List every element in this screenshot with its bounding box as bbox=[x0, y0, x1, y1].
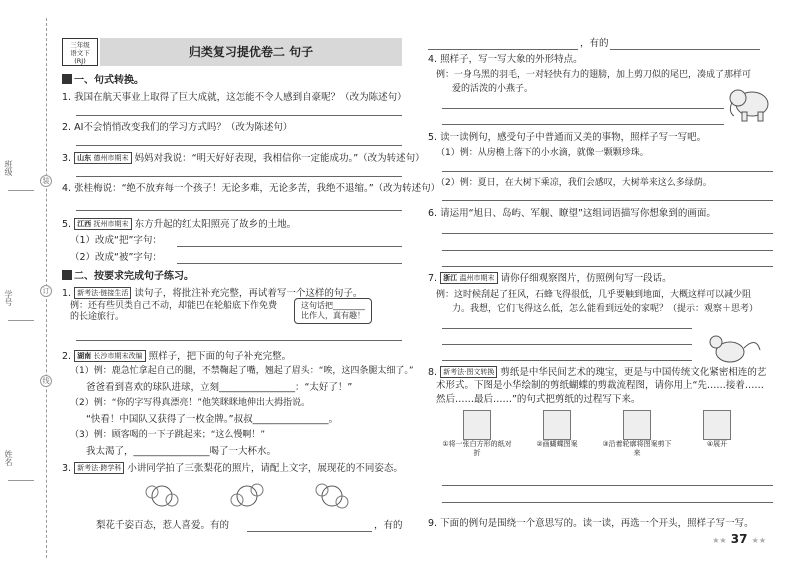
pear-blossom-photos bbox=[132, 478, 362, 516]
step-2-label: ②画蝴蝶图案 bbox=[536, 440, 578, 448]
example-r4: 例：一身乌黑的羽毛，一对轻快有力的翅膀，加上剪刀似的尾巴，凑成了那样可 bbox=[436, 70, 752, 80]
question-5: 5. 江西 抚州市期末 东方升起的红太阳照亮了故乡的土地。 bbox=[62, 219, 297, 230]
label-id: 学号 bbox=[4, 290, 13, 306]
butterfly-icon bbox=[703, 410, 731, 440]
star-icon: ★★ bbox=[751, 536, 766, 545]
question-r6: 6. 请运用“旭日、岛屿、军舰、瞭望”这组词语描写你想象到的画面。 bbox=[428, 208, 716, 219]
binding-hole-1: 装 bbox=[40, 175, 52, 187]
question-r8: 8. 新考法·图文转换 剪纸是中华民间艺术的瑰宝，更是与中国传统文化紧密相连的艺 bbox=[428, 367, 767, 378]
bubble-line-2: 比作人，真有趣！ bbox=[301, 311, 365, 320]
page-title: 归类复习提优卷二 句子 bbox=[100, 38, 402, 66]
label-name: 姓名 bbox=[4, 450, 13, 466]
question-r7-text: 请你仔细观察图片，仿照例句写一段话。 bbox=[500, 273, 672, 284]
class-fill-line[interactable] bbox=[8, 190, 34, 191]
question-r5: 5. 读一读例句，感受句子中普通而又美的事物，照样子写一写吧。 bbox=[428, 132, 707, 143]
example-r7-2: 力。我想，它们飞得这么低，怎么能看到远处的家呢？（提示：观察＋思考） bbox=[452, 304, 759, 314]
answer-line-r7-1[interactable] bbox=[442, 328, 692, 329]
fill-8-suffix: ，有的 bbox=[374, 520, 403, 531]
papercut-flowchart bbox=[442, 410, 772, 470]
example-7-1: （1）例：鹿急忙拿起自己的腿，不禁鞠起了嘴，翘起了眉头：“唉，这四条腿太细了。” bbox=[70, 366, 414, 376]
section-1-text: 一、句式转换。 bbox=[74, 75, 144, 86]
answer-line-1[interactable] bbox=[76, 115, 402, 116]
example-r5-2: （2）例：夏日，在大树下乘凉，我们会感叹，大树举来这么多绿荫。 bbox=[436, 178, 712, 188]
question-r7: 7. 浙江 温州市期末 请你仔细观察图片，仿照例句写一段话。 bbox=[428, 273, 672, 284]
edition-text: (RJ) bbox=[74, 57, 86, 65]
step-1-icon bbox=[463, 410, 491, 440]
answer-line-r6-2[interactable] bbox=[442, 250, 773, 251]
subject-text: 语文下 bbox=[70, 49, 90, 57]
answer-line-8[interactable] bbox=[247, 531, 372, 532]
question-3: 3. 山东 德州市期末 妈妈对我说：“明天好好表现，我相信你一定能成功。”（改为转述句） bbox=[62, 153, 425, 164]
question-4: 4. 张桂梅说：“绝不放弃每一个孩子！无论多难，无论多苦，我绝不退缩。”（改为转述句） bbox=[62, 183, 441, 194]
answer-line-4[interactable] bbox=[76, 210, 402, 211]
answer-line-r6-3[interactable] bbox=[442, 266, 773, 267]
id-fill-line[interactable] bbox=[8, 320, 34, 321]
answer-line-5b[interactable] bbox=[177, 263, 402, 264]
label-class: 班级 bbox=[4, 160, 13, 176]
question-r8-c: 然后……最后……”的句式把剪纸的过程写下来。 bbox=[436, 394, 641, 405]
step-1-label: ①将一张白方形的纸对折 bbox=[442, 440, 512, 457]
step-2-icon bbox=[543, 410, 571, 440]
answer-line-2[interactable] bbox=[76, 145, 402, 146]
question-r8-text: 剪纸是中华民间艺术的瑰宝，更是与中国传统文化紧密相连的艺 bbox=[500, 367, 767, 378]
fill-8-prefix: 梨花千姿百态，惹人喜爱。有的 bbox=[96, 520, 230, 531]
example-7-3: （3）例：顾客喝的一下子跳起来；“这么慢啊！” bbox=[70, 430, 266, 440]
answer-line-r7-3[interactable] bbox=[442, 360, 692, 361]
fill-7-1[interactable]: 爸爸看到喜欢的球队进球，立刻________________：“太好了！” bbox=[86, 382, 353, 393]
source-badge bbox=[74, 218, 131, 230]
flower-photo-3 bbox=[316, 484, 348, 508]
question-5a: （1）改成“把”字句： bbox=[70, 235, 162, 246]
flower-photo-2 bbox=[231, 484, 263, 506]
source-city: 德州市期末 bbox=[93, 154, 129, 162]
step-4-label: ④展开 bbox=[706, 440, 728, 448]
question-3-text: 妈妈对我说：“明天好好表现，我相信你一定能成功。”（改为转述句） bbox=[134, 153, 425, 164]
binding-hole-3: 线 bbox=[40, 375, 52, 387]
section-marker-icon bbox=[62, 270, 72, 280]
section-marker-icon bbox=[62, 74, 72, 84]
elephant-illustration bbox=[726, 82, 772, 124]
fill-7-2[interactable]: “快看！中国队又获得了一枚金牌。”叔叔________________。 bbox=[86, 414, 339, 425]
question-2: 2. AI不会悄悄改变我们的学习方式吗？（改为陈述句） bbox=[62, 122, 293, 133]
source-province: 浙江 bbox=[443, 274, 458, 282]
tag-text: 新考法·图文转换 bbox=[443, 368, 495, 376]
answer-line-top[interactable] bbox=[428, 49, 578, 50]
question-7-text: 照样子，把下面的句子补充完整。 bbox=[148, 351, 292, 362]
question-6-text: 读句子，将批注补充完整，再试着写一个这样的句子。 bbox=[134, 288, 363, 299]
source-city: 温州市期末 bbox=[459, 274, 495, 282]
source-badge bbox=[74, 152, 131, 164]
example-r5-1: （1）例：从房檐上落下的小水滴，就像一颗颗珍珠。 bbox=[436, 148, 649, 158]
question-r8-b: 术形式。下图是小华绘制的剪纸蝴蝶的剪裁流程图，请你用上“先……接着…… bbox=[436, 380, 764, 391]
example-7-2: （2）例：“你的字写得真漂亮！”他笑眯眯地伸出大拇指说。 bbox=[70, 398, 311, 408]
annotation-bubble bbox=[294, 298, 372, 324]
answer-line-r7-2[interactable] bbox=[442, 344, 692, 345]
name-fill-line[interactable] bbox=[8, 480, 34, 481]
answer-line-r5-1[interactable] bbox=[442, 171, 773, 172]
bubble-line-1: 这句话把________ bbox=[301, 301, 365, 310]
grade-text: 三年级 bbox=[70, 41, 90, 49]
binding-hole-2: 订 bbox=[40, 285, 52, 297]
left-column bbox=[62, 0, 441, 569]
question-1: 1. 我国在航天事业上取得了巨大成就，这怎能不令人感到自豪呢？（改为陈述句） bbox=[62, 92, 407, 103]
question-7: 2. 湖南 长沙市期末改编 照样子，把下面的句子补充完整。 bbox=[62, 351, 292, 362]
step-3-label: ③沿着轮廓将图案剪下来 bbox=[602, 440, 672, 457]
answer-line-5a[interactable] bbox=[177, 246, 402, 247]
step-card-1 bbox=[442, 410, 512, 458]
example-6: 例：还有些贝类自己不动，却能巴在轮船底下作免费的长途旅行。 bbox=[70, 301, 278, 323]
answer-line-3[interactable] bbox=[76, 176, 402, 177]
example-r7: 例：这时候刮起了狂风，石蜂飞得很低，几乎要触到地面，大概这样可以减少阻 bbox=[436, 290, 752, 300]
tag-badge bbox=[74, 287, 131, 299]
source-city: 抚州市期末 bbox=[93, 220, 129, 228]
source-province: 湖南 bbox=[77, 352, 92, 360]
answer-line-r8-2[interactable] bbox=[442, 502, 773, 503]
answer-line-r4-2[interactable] bbox=[442, 124, 724, 125]
answer-line-6[interactable] bbox=[76, 340, 402, 341]
answer-line-r8-1[interactable] bbox=[442, 485, 773, 486]
star-icon: ★★ bbox=[712, 536, 727, 545]
top-fill-prefix: ，有的 bbox=[580, 38, 609, 49]
source-badge bbox=[440, 272, 497, 284]
question-5-text: 东方升起的红太阳照亮了故乡的土地。 bbox=[134, 219, 297, 230]
tag-badge bbox=[74, 462, 124, 474]
tag-text: 新考法·跨学科 bbox=[77, 464, 122, 472]
tag-text: 新考法·链接生活 bbox=[77, 289, 129, 297]
binding-margin bbox=[0, 0, 58, 569]
page-number-text: 37 bbox=[730, 532, 748, 546]
question-r9: 9. 下面的例句是围绕一个意思写的。读一读，再选一个开头，照样子写一写。 bbox=[428, 518, 754, 529]
step-card-3 bbox=[602, 410, 672, 458]
page-number bbox=[712, 532, 766, 547]
question-r4: 4. 照样子，写一写大象的外形特点。 bbox=[428, 54, 583, 65]
step-3-icon bbox=[623, 410, 651, 440]
flower-photo-1 bbox=[146, 486, 178, 506]
source-badge bbox=[74, 350, 145, 362]
step-card-4 bbox=[682, 410, 752, 449]
answer-line-r4-1[interactable] bbox=[442, 108, 724, 109]
section-2-text: 二、按要求完成句子练习。 bbox=[74, 271, 194, 282]
question-5b: （2）改成“被”字句： bbox=[70, 252, 162, 263]
fill-7-3[interactable]: 我太渴了，________________喝了一大杯水。 bbox=[86, 446, 277, 457]
example-r4-2: 爱的活泼的小燕子。 bbox=[452, 84, 534, 94]
question-6: 1. 新考法·链接生活 读句子，将批注补充完整，再试着写一个这样的句子。 bbox=[62, 288, 363, 299]
answer-line-r5-2[interactable] bbox=[442, 200, 773, 201]
rooster-illustration bbox=[700, 330, 764, 366]
answer-line-top-2[interactable] bbox=[610, 49, 760, 50]
question-8: 3. 新考法·跨学科 小讲同学拍了三张梨花的照片，请配上文字，展现花的不同姿态。 bbox=[62, 463, 403, 474]
section-1-heading bbox=[62, 74, 144, 88]
section-2-heading bbox=[62, 270, 194, 284]
source-city: 长沙市期末改编 bbox=[93, 352, 143, 360]
source-province: 山东 bbox=[77, 154, 92, 162]
right-column bbox=[428, 0, 773, 569]
question-8-text: 小讲同学拍了三张梨花的照片，请配上文字，展现花的不同姿态。 bbox=[127, 463, 403, 474]
step-card-2 bbox=[522, 410, 592, 449]
source-province: 江西 bbox=[77, 220, 92, 228]
answer-line-r6-1[interactable] bbox=[442, 233, 773, 234]
tag-badge bbox=[440, 366, 497, 378]
